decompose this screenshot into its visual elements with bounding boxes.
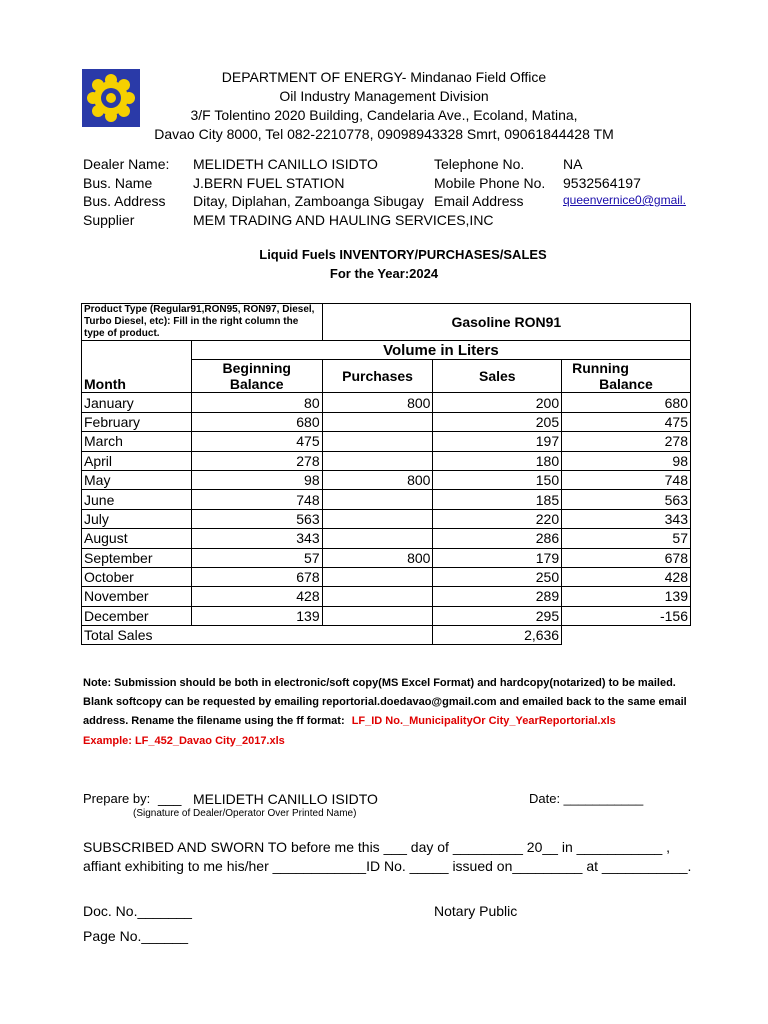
cell-sales: 197 <box>433 432 562 451</box>
cell-beginning: 278 <box>191 451 322 470</box>
cell-purchases <box>322 606 433 625</box>
cell-purchases <box>322 451 433 470</box>
note-line-2: Blank softcopy can be requested by emailing reportorial.doedavao@gmail.com and emailed back to the same email <box>83 696 687 708</box>
cell-sales: 286 <box>433 529 562 548</box>
supplier: MEM TRADING AND HAULING SERVICES,INC <box>193 212 494 228</box>
header-line-3: 3/F Tolentino 2020 Building, Candelaria Ave., Ecoland, Matina, <box>190 107 578 123</box>
bus-address: Ditay, Diplahan, Zamboanga Sibugay <box>193 193 424 209</box>
cell-sales: 185 <box>433 490 562 509</box>
table-row <box>82 470 691 489</box>
mobile-label: Mobile Phone No. <box>434 175 546 191</box>
cell-beginning: 678 <box>191 567 322 586</box>
report-year: For the Year:2024 <box>329 266 439 281</box>
cell-beginning: 343 <box>191 529 322 548</box>
cell-running: 680 <box>562 393 691 412</box>
table-row <box>82 529 691 548</box>
prepare-by-label: Prepare by: <box>83 791 151 806</box>
table-row <box>82 567 691 586</box>
dealer-name-label: Dealer Name: <box>83 156 170 172</box>
cell-purchases <box>322 432 433 451</box>
page-no: Page No.______ <box>83 928 189 944</box>
dealer-name: MELIDETH CANILLO ISIDTO <box>193 156 378 172</box>
header-line-2: Oil Industry Management Division <box>279 88 489 104</box>
note-line-3a: address. Rename the filename using the ff format: <box>83 715 345 727</box>
cell-purchases: 800 <box>322 548 433 567</box>
cell-sales: 250 <box>433 567 562 586</box>
cell-sales: 205 <box>433 412 562 431</box>
prepare-by-blank: ___ <box>158 790 182 806</box>
col-purchases: Purchases <box>322 360 433 393</box>
cell-beginning: 680 <box>191 412 322 431</box>
col-beginning-balance: Beginning Balance <box>191 360 322 393</box>
cell-running: 563 <box>562 490 691 509</box>
cell-month: March <box>82 432 192 451</box>
cell-beginning: 98 <box>191 470 322 489</box>
bus-address-label: Bus. Address <box>83 193 166 209</box>
cell-purchases <box>322 490 433 509</box>
cell-month: January <box>82 393 192 412</box>
cell-sales: 295 <box>433 606 562 625</box>
col-running-label-1: Running <box>572 360 629 377</box>
cell-month: June <box>82 490 192 509</box>
table-row <box>82 451 691 470</box>
month-header: Month <box>82 341 192 393</box>
cell-running: 57 <box>562 529 691 548</box>
cell-purchases: 800 <box>322 393 433 412</box>
cell-month: September <box>82 548 192 567</box>
email-label: Email Address <box>434 193 524 209</box>
cell-running: 428 <box>562 567 691 586</box>
cell-month: May <box>82 470 192 489</box>
cell-sales: 200 <box>433 393 562 412</box>
note-line-3 <box>83 715 616 727</box>
col-running-balance <box>562 360 691 393</box>
note-filename-format: LF_ID No._MunicipalityOr City_YearReportorial.xls <box>351 715 616 727</box>
total-sales-value: 2,636 <box>433 626 562 645</box>
cell-beginning: 57 <box>191 548 322 567</box>
product-name: Gasoline RON91 <box>322 304 690 341</box>
sworn-line-2: affiant exhibiting to me his/her ____________ID No. _____ issued on_________ at ___________. <box>83 858 692 874</box>
header-line-1: DEPARTMENT OF ENERGY- Mindanao Field Office <box>221 69 547 85</box>
cell-purchases: 800 <box>322 470 433 489</box>
cell-running: 139 <box>562 587 691 606</box>
supplier-label: Supplier <box>83 212 135 228</box>
cell-running: 748 <box>562 470 691 489</box>
note-example: Example: LF_452_Davao City_2017.xls <box>83 735 285 747</box>
preparer-name: MELIDETH CANILLO ISIDTO <box>193 791 378 807</box>
report-title: Liquid Fuels INVENTORY/PURCHASES/SALES <box>259 247 547 262</box>
cell-beginning: 748 <box>191 490 322 509</box>
inventory-table <box>81 303 691 645</box>
bus-name: J.BERN FUEL STATION <box>193 175 345 191</box>
telephone-value: NA <box>563 156 583 172</box>
header-line-4: Davao City 8000, Tel 082-2210778, 09098943328 Smrt, 09061844428 TM <box>154 126 614 142</box>
cell-purchases <box>322 509 433 528</box>
cell-beginning: 475 <box>191 432 322 451</box>
email-link[interactable]: queenvernice0@gmail. <box>563 193 686 207</box>
cell-sales: 289 <box>433 587 562 606</box>
note-line-1: Note: Submission should be both in electronic/soft copy(MS Excel Format) and hardcopy(notarized) to be mailed. <box>83 677 676 689</box>
cell-sales: 150 <box>433 470 562 489</box>
table-row <box>82 393 691 412</box>
col-running-label-2: Balance <box>599 376 653 393</box>
table-row <box>82 548 691 567</box>
cell-running: 678 <box>562 548 691 567</box>
cell-month: February <box>82 412 192 431</box>
cell-purchases <box>322 587 433 606</box>
table-row <box>82 432 691 451</box>
total-empty <box>562 626 691 645</box>
telephone-label: Telephone No. <box>434 156 525 172</box>
notary-public: Notary Public <box>434 903 518 919</box>
cell-sales: 180 <box>433 451 562 470</box>
cell-running: 278 <box>562 432 691 451</box>
cell-sales: 179 <box>433 548 562 567</box>
table-row <box>82 509 691 528</box>
cell-month: August <box>82 529 192 548</box>
col-sales: Sales <box>433 360 562 393</box>
cell-month: April <box>82 451 192 470</box>
cell-beginning: 139 <box>191 606 322 625</box>
cell-beginning: 428 <box>191 587 322 606</box>
cell-running: 98 <box>562 451 691 470</box>
date-field: Date: ___________ <box>529 791 644 806</box>
cell-running: 475 <box>562 412 691 431</box>
cell-running: -156 <box>562 606 691 625</box>
cell-beginning: 563 <box>191 509 322 528</box>
mobile-value: 9532564197 <box>563 175 641 191</box>
doc-no: Doc. No._______ <box>83 903 192 919</box>
cell-month: July <box>82 509 192 528</box>
cell-running: 343 <box>562 509 691 528</box>
table-row <box>82 606 691 625</box>
cell-sales: 220 <box>433 509 562 528</box>
cell-purchases <box>322 412 433 431</box>
product-type-label: Product Type (Regular91,RON95, RON97, Diesel, Turbo Diesel, etc): Fill in the right column the type of product. <box>82 304 323 341</box>
volume-header: Volume in Liters <box>191 341 690 360</box>
cell-month: October <box>82 567 192 586</box>
signature-caption: (Signature of Dealer/Operator Over Printed Name) <box>133 808 357 819</box>
cell-purchases <box>322 529 433 548</box>
table-row <box>82 587 691 606</box>
table-row <box>82 412 691 431</box>
bus-name-label: Bus. Name <box>83 175 153 191</box>
cell-month: November <box>82 587 192 606</box>
total-sales-label: Total Sales <box>82 626 433 645</box>
cell-month: December <box>82 606 192 625</box>
cell-beginning: 80 <box>191 393 322 412</box>
cell-purchases <box>322 567 433 586</box>
table-row <box>82 490 691 509</box>
sworn-line-1: SUBSCRIBED AND SWORN TO before me this ___ day of _________ 20__ in ___________ , <box>83 839 671 855</box>
